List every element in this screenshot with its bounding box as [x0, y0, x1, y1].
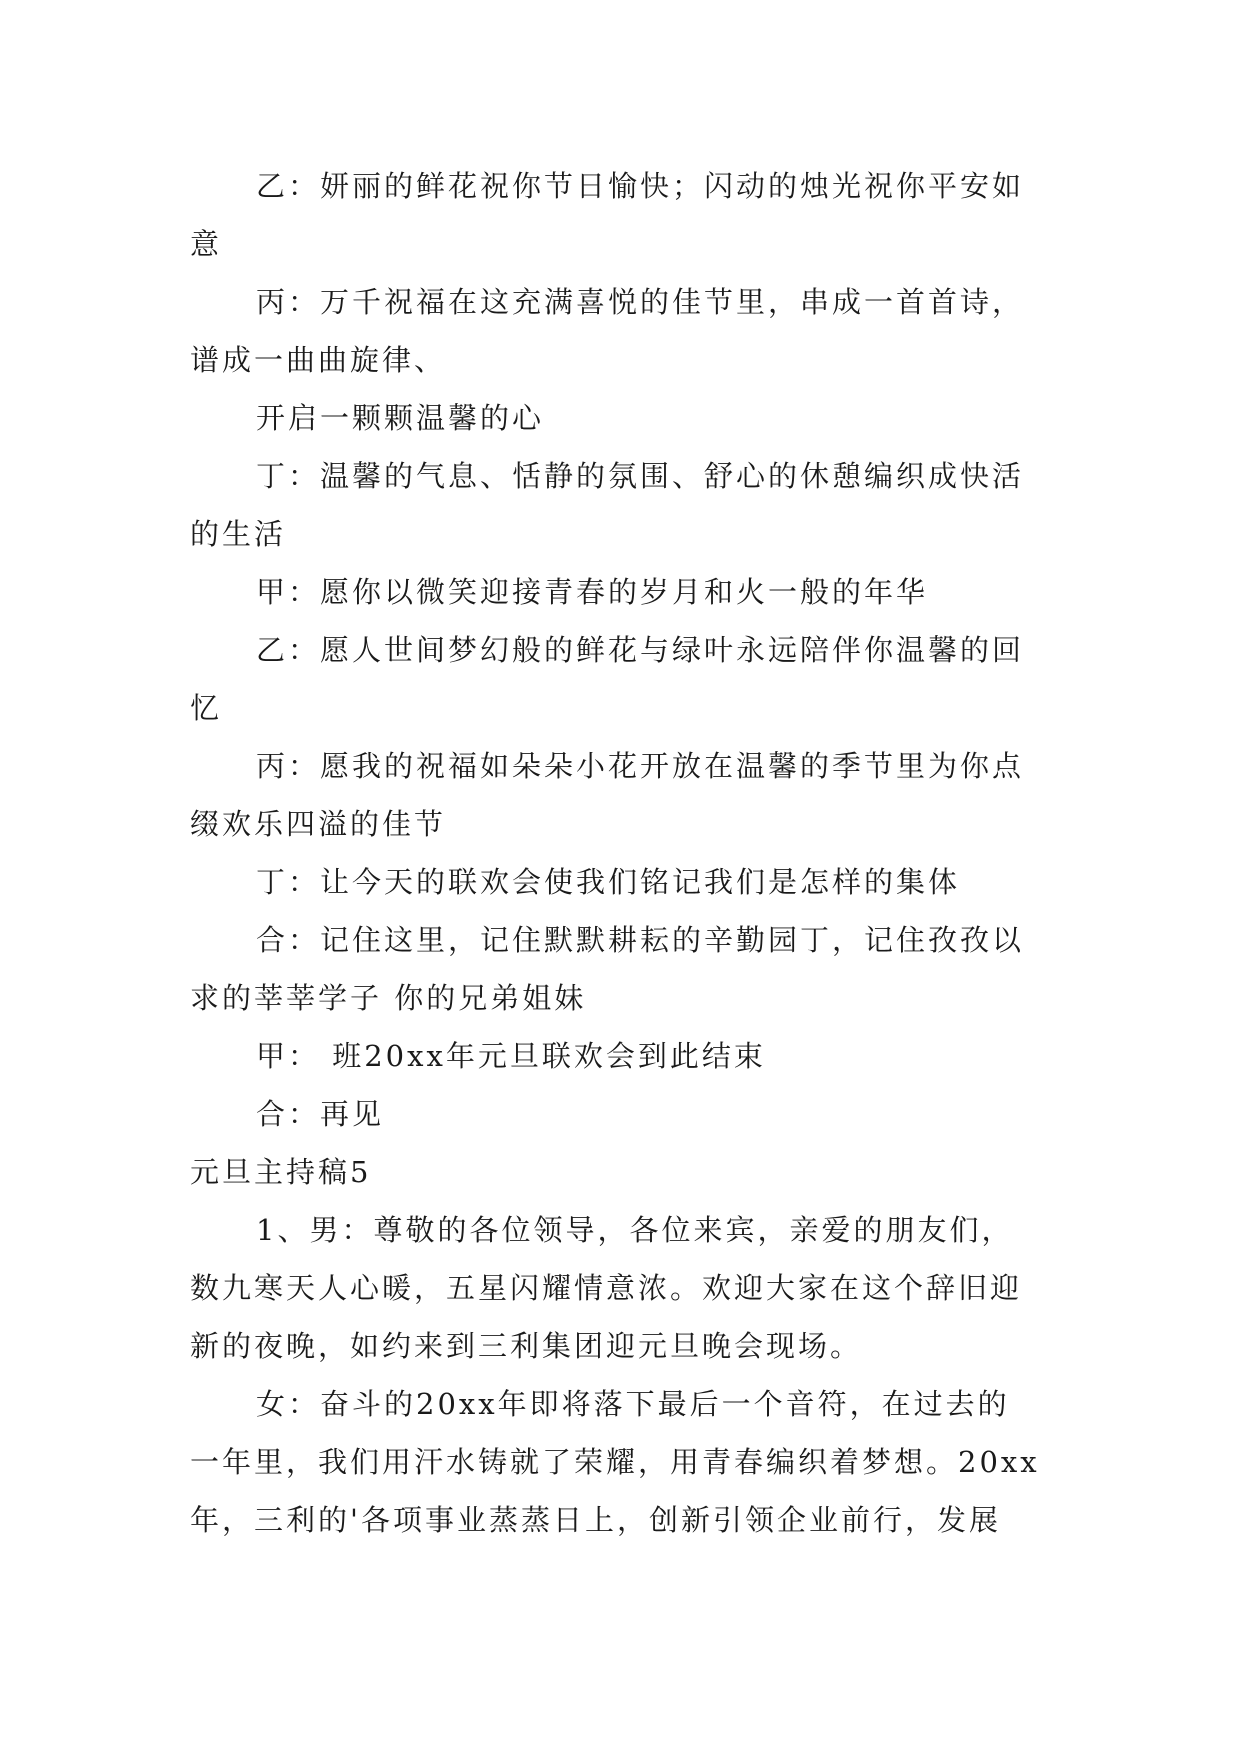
text-line: 谱成一曲曲旋律、	[190, 343, 447, 377]
text-line: 年，三利的'各项事业蒸蒸日上，创新引领企业前行，发展	[190, 1503, 1001, 1537]
text-line: 求的莘莘学子 你的兄弟姐妹	[190, 981, 587, 1015]
text-line: 丁：温馨的气息、恬静的氛围、舒心的休憩编织成快活	[256, 459, 1025, 493]
text-line: 乙：妍丽的鲜花祝你节日愉快；闪动的烛光祝你平安如	[256, 169, 1025, 203]
text-line: 乙：愿人世间梦幻般的鲜花与绿叶永远陪伴你温馨的回	[256, 633, 1025, 667]
text-line: 一年里，我们用汗水铸就了荣耀，用青春编织着梦想。20xx	[190, 1445, 1040, 1479]
text-line: 意	[190, 227, 223, 261]
text-line: 合：记住这里，记住默默耕耘的辛勤园丁，记住孜孜以	[256, 923, 1025, 957]
text-line: 缀欢乐四溢的佳节	[190, 807, 447, 841]
section-heading: 元旦主持稿5	[190, 1155, 372, 1189]
text-line: 数九寒天人心暖，五星闪耀情意浓。欢迎大家在这个辞旧迎	[190, 1271, 1023, 1305]
text-line: 甲： 班20xx年元旦联欢会到此结束	[256, 1039, 766, 1073]
text-line: 的生活	[190, 517, 287, 551]
text-line: 新的夜晚，如约来到三利集团迎元旦晚会现场。	[190, 1329, 863, 1363]
text-line: 1、男：尊敬的各位领导，各位来宾，亲爱的朋友们，	[256, 1213, 1014, 1247]
text-line: 丙：万千祝福在这充满喜悦的佳节里，串成一首首诗，	[256, 285, 1025, 319]
text-line: 忆	[190, 691, 223, 725]
text-line: 合：再见	[256, 1097, 385, 1131]
text-line: 丙：愿我的祝福如朵朵小花开放在温馨的季节里为你点	[256, 749, 1025, 783]
text-line: 开启一颗颗温馨的心	[256, 401, 545, 435]
text-line: 甲：愿你以微笑迎接青春的岁月和火一般的年华	[256, 575, 929, 609]
text-line: 丁：让今天的联欢会使我们铭记我们是怎样的集体	[256, 865, 961, 899]
text-line: 女：奋斗的20xx年即将落下最后一个音符，在过去的	[256, 1387, 1010, 1421]
